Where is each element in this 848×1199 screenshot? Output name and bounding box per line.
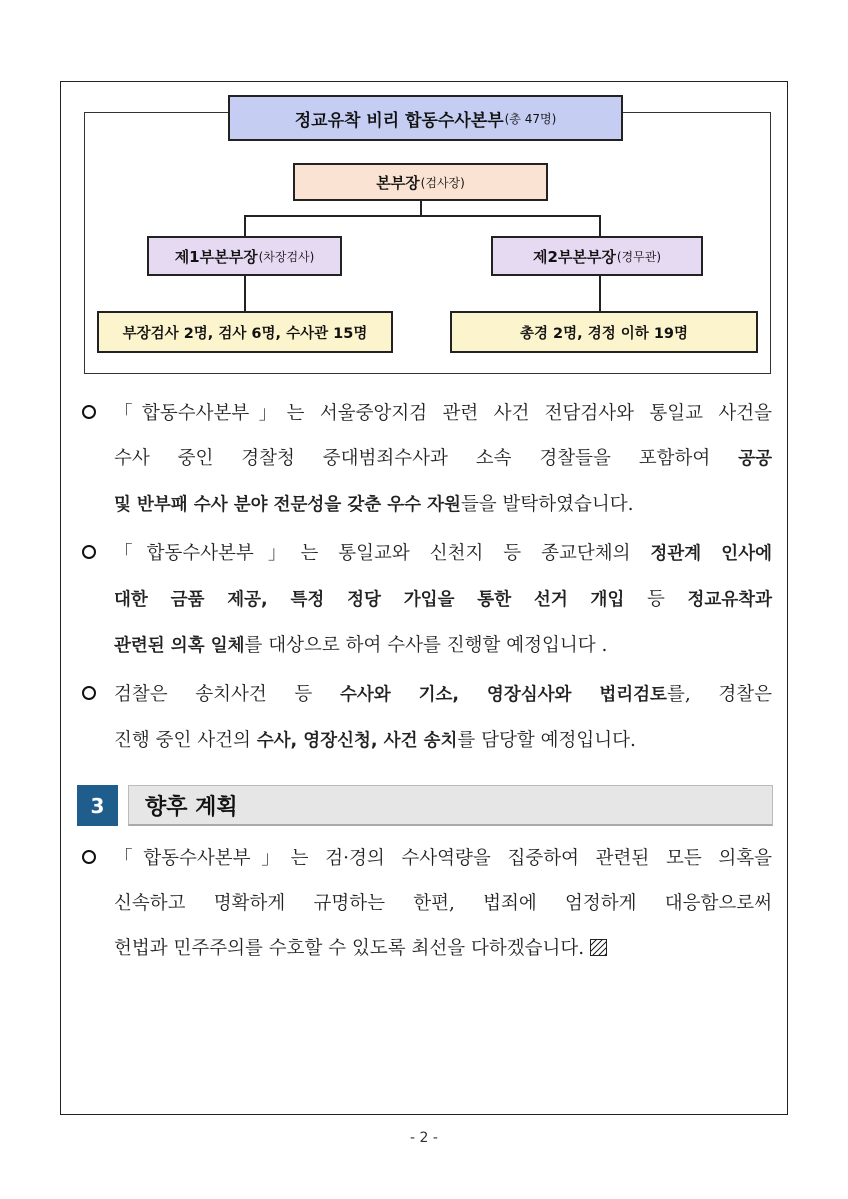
paragraph-3 bbox=[82, 672, 772, 764]
emphasis-text: 수사와 기소, 영장심사와 법리검토 bbox=[339, 685, 667, 705]
paragraph-body bbox=[114, 531, 772, 669]
paragraph-body bbox=[114, 391, 772, 528]
paragraph-body bbox=[114, 672, 772, 764]
body-text: 수사 중인 경찰청 중대범죄수사과 소속 경찰들을 포함하여 bbox=[114, 448, 739, 469]
section-title bbox=[128, 785, 773, 826]
paragraph-2 bbox=[82, 531, 772, 669]
body-text: 를 대상으로 하여 수사를 진행할 예정입니다 . bbox=[244, 635, 608, 656]
emphasis-text: 대한 금품 제공, 특정 정당 가입을 통한 선거 개입 bbox=[114, 590, 625, 610]
section-title-text: 향후 계획 bbox=[145, 794, 238, 820]
body-text: 들을 발탁하였습니다. bbox=[460, 494, 634, 515]
org-chart-title bbox=[228, 95, 623, 141]
body-text: 를, 경찰은 bbox=[666, 684, 772, 705]
emphasis-text: 공공 bbox=[738, 449, 772, 469]
connector-right-down bbox=[599, 215, 601, 236]
org-deputy1-text: 제1부본부장 bbox=[174, 247, 258, 266]
org-chief-text: 본부장 bbox=[376, 173, 420, 192]
body-text: 「합동수사본부」는 서울중앙지검 관련 사건 전담검사와 통일교 사건을 bbox=[114, 403, 772, 424]
paragraph-line bbox=[114, 672, 772, 718]
org-node-chief bbox=[293, 163, 548, 201]
paragraph-line bbox=[114, 482, 772, 528]
paragraph-line bbox=[114, 926, 772, 971]
org-node-deputy1 bbox=[147, 236, 342, 276]
emphasis-text: 정관계 인사에 bbox=[650, 544, 772, 564]
org-chief-note: (검사장) bbox=[420, 175, 465, 190]
body-text: 헌법과 민주주의를 수호할 수 있도록 최선을 다하겠습니다. bbox=[114, 938, 585, 959]
body-text: 「합동수사본부」는 통일교와 신천지 등 종교단체의 bbox=[114, 543, 651, 564]
connector-dep2-staff bbox=[599, 276, 601, 311]
emphasis-text: 수사, 영장신청, 사건 송치 bbox=[256, 731, 458, 751]
org-staff1-text: 부장검사 2명, 검사 6명, 수사관 15명 bbox=[122, 325, 368, 342]
emphasis-text: 정교유착과 bbox=[687, 590, 772, 610]
connector-chief-down bbox=[420, 201, 422, 216]
org-node-staff2 bbox=[450, 311, 758, 353]
paragraph-line bbox=[114, 436, 772, 482]
org-deputy2-note: (경무관) bbox=[616, 249, 662, 264]
body-text: 검찰은 송치사건 등 bbox=[114, 684, 340, 705]
org-node-deputy2 bbox=[491, 236, 703, 276]
org-title-note: (총 47명) bbox=[504, 111, 557, 126]
emphasis-text: 관련된 의혹 일체 bbox=[114, 636, 245, 656]
body-text: 신속하고 명확하게 규명하는 한편, 법죄에 엄정하게 대응함으로써 bbox=[114, 893, 772, 914]
connector-horizontal bbox=[244, 215, 601, 217]
org-node-staff1 bbox=[97, 311, 393, 353]
org-staff2-text: 총경 2명, 경정 이하 19명 bbox=[519, 325, 689, 342]
paragraph-1 bbox=[82, 391, 772, 528]
body-text: 등 bbox=[624, 589, 688, 610]
connector-dep1-staff bbox=[244, 276, 246, 311]
bullet-circle-icon bbox=[82, 686, 96, 700]
section-number: 3 bbox=[77, 785, 118, 826]
connector-left-down bbox=[244, 215, 246, 236]
org-title-text: 정교유착 비리 합동수사본부 bbox=[294, 110, 504, 131]
body-text: 를 담당할 예정입니다. bbox=[457, 730, 636, 751]
paragraph-line bbox=[114, 577, 772, 623]
hatched-square-icon bbox=[590, 939, 607, 956]
emphasis-text: 및 반부패 수사 분야 전문성을 갖춘 우수 자원 bbox=[114, 495, 461, 515]
paragraph-line bbox=[114, 881, 772, 926]
bullet-circle-icon bbox=[82, 545, 96, 559]
paragraph-line bbox=[114, 836, 772, 881]
paragraph-line bbox=[114, 623, 772, 669]
page-number: - 2 - bbox=[410, 1130, 438, 1146]
bullet-circle-icon bbox=[82, 850, 96, 864]
paragraph-line bbox=[114, 531, 772, 577]
paragraph-body bbox=[114, 836, 772, 971]
org-deputy2-text: 제2부본부장 bbox=[532, 247, 616, 266]
org-deputy1-note: (차장검사) bbox=[258, 249, 315, 264]
paragraph-4 bbox=[82, 836, 772, 971]
bullet-circle-icon bbox=[82, 405, 96, 419]
body-text: 「합동수사본부」는 검·경의 수사역량을 집중하여 관련된 모든 의혹을 bbox=[114, 848, 772, 869]
paragraph-line bbox=[114, 718, 772, 764]
body-text: 진행 중인 사건의 bbox=[114, 730, 257, 751]
paragraph-line bbox=[114, 391, 772, 436]
